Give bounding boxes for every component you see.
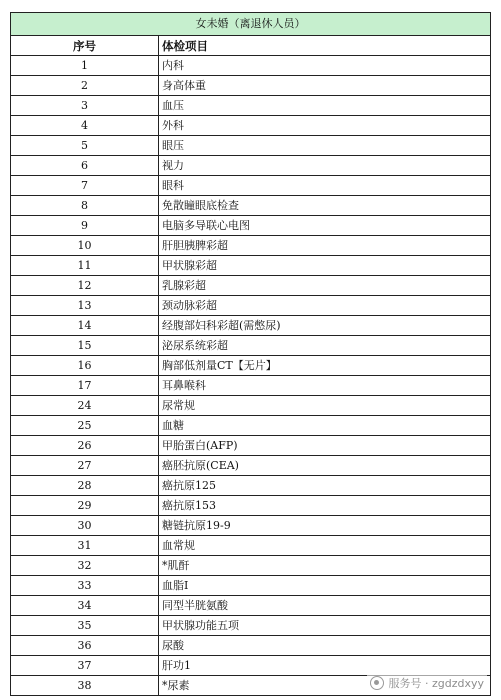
row-index: 31: [11, 536, 159, 556]
row-index: 25: [11, 416, 159, 436]
row-item-name: *尿素: [159, 676, 491, 696]
banner-row: [11, 13, 491, 36]
table-row: [11, 236, 491, 256]
row-item-name: 血脂I: [159, 576, 491, 596]
table-row: [11, 576, 491, 596]
table-row: [11, 356, 491, 376]
row-item-name: 乳腺彩超: [159, 276, 491, 296]
row-item-name: 同型半胱氨酸: [159, 596, 491, 616]
table-row: [11, 296, 491, 316]
row-item-name: 泌尿系统彩超: [159, 336, 491, 356]
row-item-name: 胸部低剂量CT【无片】: [159, 356, 491, 376]
row-index: 26: [11, 436, 159, 456]
table-row: [11, 116, 491, 136]
row-item-name: 糖链抗原19-9: [159, 516, 491, 536]
table-row: [11, 476, 491, 496]
row-item-name: 甲状腺彩超: [159, 256, 491, 276]
table-row: [11, 336, 491, 356]
row-index: 1: [11, 56, 159, 76]
row-item-name: 尿常规: [159, 396, 491, 416]
watermark: [367, 674, 487, 692]
checkup-sheet: [10, 12, 490, 696]
row-item-name: 身高体重: [159, 76, 491, 96]
row-item-name: 血压: [159, 96, 491, 116]
header-row: [11, 36, 491, 56]
row-index: 34: [11, 596, 159, 616]
table-row: [11, 396, 491, 416]
row-index: 16: [11, 356, 159, 376]
row-index: 38: [11, 676, 159, 696]
row-item-name: 免散瞳眼底检查: [159, 196, 491, 216]
row-index: 15: [11, 336, 159, 356]
row-index: 17: [11, 376, 159, 396]
row-item-name: 甲状腺功能五项: [159, 616, 491, 636]
row-item-name: 尿酸: [159, 636, 491, 656]
table-row: [11, 636, 491, 656]
row-item-name: 耳鼻喉科: [159, 376, 491, 396]
row-index: 30: [11, 516, 159, 536]
row-index: 35: [11, 616, 159, 636]
row-index: 12: [11, 276, 159, 296]
row-item-name: 眼压: [159, 136, 491, 156]
row-index: 7: [11, 176, 159, 196]
table-row: [11, 56, 491, 76]
table-row: [11, 96, 491, 116]
row-index: 6: [11, 156, 159, 176]
table-row: [11, 376, 491, 396]
table-row: [11, 656, 491, 676]
row-index: 2: [11, 76, 159, 96]
table-row: [11, 556, 491, 576]
row-item-name: 肝功1: [159, 656, 491, 676]
table-row: [11, 416, 491, 436]
row-item-name: 视力: [159, 156, 491, 176]
row-index: 4: [11, 116, 159, 136]
row-index: 9: [11, 216, 159, 236]
row-item-name: 血常规: [159, 536, 491, 556]
row-index: 11: [11, 256, 159, 276]
row-index: 3: [11, 96, 159, 116]
table-row: [11, 596, 491, 616]
row-item-name: 肝胆胰脾彩超: [159, 236, 491, 256]
wechat-logo-icon: [370, 676, 384, 690]
row-index: 37: [11, 656, 159, 676]
table-row: [11, 136, 491, 156]
table-row: [11, 76, 491, 96]
row-index: 14: [11, 316, 159, 336]
table-row: [11, 436, 491, 456]
table-row: [11, 316, 491, 336]
row-index: 28: [11, 476, 159, 496]
row-item-name: 血糖: [159, 416, 491, 436]
table-row: [11, 276, 491, 296]
row-item-name: 癌抗原125: [159, 476, 491, 496]
header-item: 体检项目: [159, 36, 491, 56]
banner-title: 女未婚（离退休人员）: [11, 13, 491, 36]
table-row: [11, 156, 491, 176]
row-index: 27: [11, 456, 159, 476]
row-item-name: 电脑多导联心电图: [159, 216, 491, 236]
row-item-name: 癌抗原153: [159, 496, 491, 516]
table-row: [11, 216, 491, 236]
row-index: 8: [11, 196, 159, 216]
table-row: [11, 496, 491, 516]
row-item-name: 癌胚抗原(CEA): [159, 456, 491, 476]
table-row: [11, 196, 491, 216]
row-index: 13: [11, 296, 159, 316]
row-index: 32: [11, 556, 159, 576]
table-row: [11, 456, 491, 476]
watermark-text: 服务号 · zgdzdxyy: [388, 677, 484, 690]
table-row: [11, 516, 491, 536]
row-index: 29: [11, 496, 159, 516]
row-item-name: *肌酐: [159, 556, 491, 576]
table-row: [11, 616, 491, 636]
row-index: 36: [11, 636, 159, 656]
table-row: [11, 536, 491, 556]
row-item-name: 内科: [159, 56, 491, 76]
row-index: 5: [11, 136, 159, 156]
table-row: [11, 176, 491, 196]
row-item-name: 外科: [159, 116, 491, 136]
checkup-table: [10, 12, 491, 696]
row-index: 10: [11, 236, 159, 256]
row-index: 24: [11, 396, 159, 416]
header-index: 序号: [11, 36, 159, 56]
table-row: [11, 256, 491, 276]
row-item-name: 经腹部妇科彩超(需憋尿): [159, 316, 491, 336]
row-index: 33: [11, 576, 159, 596]
row-item-name: 眼科: [159, 176, 491, 196]
row-item-name: 甲胎蛋白(AFP): [159, 436, 491, 456]
row-item-name: 颈动脉彩超: [159, 296, 491, 316]
